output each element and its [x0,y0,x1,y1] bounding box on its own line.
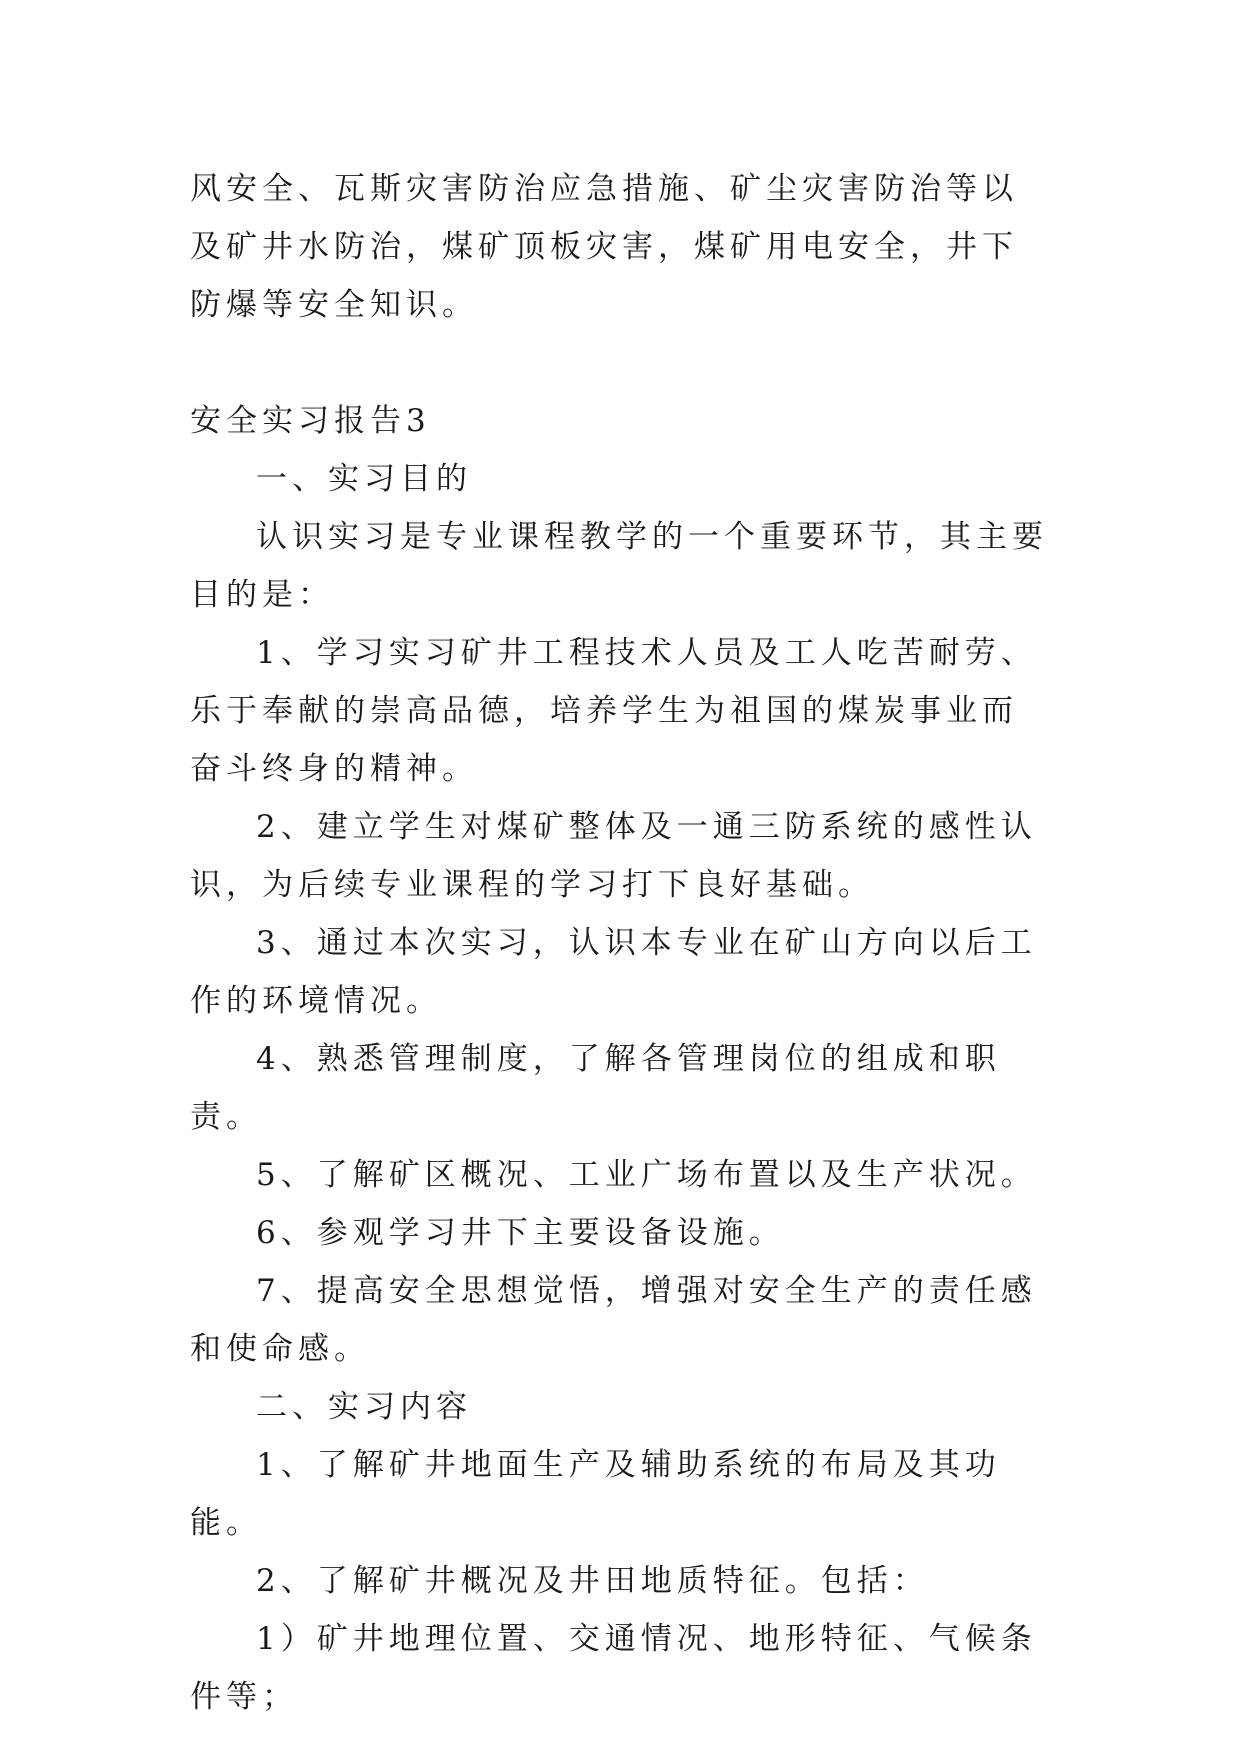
sub-item-content-1: 1）矿井地理位置、交通情况、地形特征、气候条件等； [190,1621,1037,1715]
heading-content: 二、实习内容 [256,1389,472,1425]
list-item-purpose-3: 3、通过本次实习，认识本专业在矿山方向以后工作的环境情况。 [190,925,1037,1019]
report-title: 安全实习报告3 [190,403,431,439]
paragraph-intro: 认识实习是专业课程教学的一个重要环节，其主要目的是： [190,519,1048,613]
list-item-content-1: 1、了解矿井地面生产及辅助系统的布局及其功能。 [190,1447,1001,1541]
paragraph-continuation: 风安全、瓦斯灾害防治应急措施、矿尘灾害防治等以及矿井水防治，煤矿顶板灾害，煤矿用电安全，井下防爆等安全知识。 [190,171,1018,323]
heading-purpose: 一、实习目的 [256,461,472,497]
list-item-content-2: 2、了解矿井概况及井田地质特征。包括： [256,1563,929,1599]
list-item-purpose-6: 6、参观学习井下主要设备设施。 [256,1215,785,1251]
list-item-purpose-5: 5、了解矿区概况、工业广场布置以及生产状况。 [256,1157,1037,1193]
list-item-purpose-7: 7、提高安全思想觉悟，增强对安全生产的责任感和使命感。 [190,1273,1037,1367]
list-item-purpose-1: 1、学习实习矿井工程技术人员及工人吃苦耐劳、乐于奉献的崇高品德，培养学生为祖国的煤炭事业而奋斗终身的精神。 [190,635,1037,787]
document-body [190,160,1050,1726]
list-item-purpose-4: 4、熟悉管理制度，了解各管理岗位的组成和职责。 [190,1041,1001,1135]
list-item-purpose-2: 2、建立学生对煤矿整体及一通三防系统的感性认识，为后续专业课程的学习打下良好基础。 [190,809,1037,903]
